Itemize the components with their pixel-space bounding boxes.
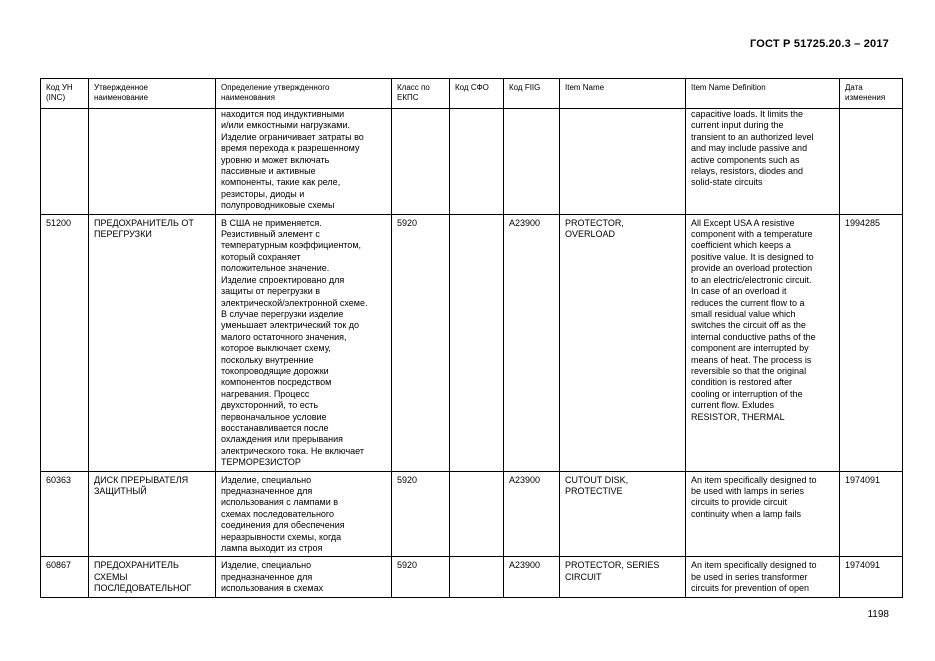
- table-row: [41, 214, 903, 471]
- cell-sfo-code: [450, 557, 504, 597]
- cell-ekps-class: 5920: [392, 557, 450, 597]
- cell-change-date: 1994285: [840, 214, 903, 471]
- cell-approved-definition: Изделие, специально предназначенное для использования с лампами в схемах последовательного соединения для обеспечения неразрывности схемы, когда лампа выходит из строя: [216, 471, 392, 557]
- cell-inc: [41, 109, 89, 215]
- cell-change-date: 1974091: [840, 557, 903, 597]
- cell-approved-name: ПРЕДОХРАНИТЕЛЬ СХЕМЫ ПОСЛЕДОВАТЕЛЬНОГ: [89, 557, 216, 597]
- cell-change-date: [840, 109, 903, 215]
- document-code: ГОСТ Р 51725.20.3 – 2017: [749, 38, 889, 50]
- column-header-change-date: Дата изменения: [840, 79, 903, 109]
- column-header-fiig-code: Код FIIG: [504, 79, 560, 109]
- cell-ekps-class: 5920: [392, 471, 450, 557]
- cell-approved-name: ПРЕДОХРАНИТЕЛЬ ОТ ПЕРЕГРУЗКИ: [89, 214, 216, 471]
- cell-ekps-class: 5920: [392, 214, 450, 471]
- cell-item-name: CUTOUT DISK, PROTECTIVE: [560, 471, 686, 557]
- cell-item-name-definition: capacitive loads. It limits the current input during the transient to an authorized level and may include passive and active components such as relays, resistors, diodes and solid-state circuits: [686, 109, 840, 215]
- column-header-sfo-code: Код СФО: [450, 79, 504, 109]
- cell-approved-definition: В США не применяется. Резистивный элемент с температурным коэффициентом, который сохраняет положительное значение. Изделие спроектировано для защиты от перегрузки в электрической/электронной схеме. В случае перегрузки изделие уменьшает электрический ток до малого остаточного значения, которое выключает схему, поскольку внутренние токопроводящие дорожки компонентов посредством нагревания. Процесс двухсторонний, то есть первоначальное условие восстанавливается после охлаждения или прерывания электрического тока. Не включает ТЕРМОРЕЗИСТОР: [216, 214, 392, 471]
- table-header-row: [41, 79, 903, 109]
- table-row: [41, 471, 903, 557]
- cell-item-name: [560, 109, 686, 215]
- cell-change-date: 1974091: [840, 471, 903, 557]
- column-header-approved-definition: Определение утвержденного наименования: [216, 79, 392, 109]
- cell-item-name-definition: An item specifically designed to be used with lamps in series circuits to provide circuit continuity when a lamp fails: [686, 471, 840, 557]
- cell-item-name-definition: All Except USA A resistive component with a temperature coefficient which keeps a positive value. It is designed to provide an overload protection to an electric/electronic circuit. In case of an overload it reduces the current flow to a small residual value which switches the circuit off as the internal conductive paths of the component are interrupted by means of heat. The process is reversible so that the original condition is restored after cooling or interruption of the current flow. Exludes RESISTOR, THERMAL: [686, 214, 840, 471]
- column-header-item-name: Item Name: [560, 79, 686, 109]
- cell-approved-definition: находится под индуктивными и/или емкостными нагрузками. Изделие ограничивает затраты во время перехода к разрешенному уровню и может включать пассивные и активные компоненты, такие как реле, резисторы, диоды и полупроводниковые схемы: [216, 109, 392, 215]
- cell-fiig-code: [504, 109, 560, 215]
- cell-approved-name: [89, 109, 216, 215]
- page-number: 1198: [867, 609, 889, 620]
- table-row: [41, 109, 903, 215]
- cell-fiig-code: A23900: [504, 471, 560, 557]
- table-row: [41, 557, 903, 597]
- column-header-inc: Код УН (INC): [41, 79, 89, 109]
- cell-item-name: PROTECTOR, SERIES CIRCUIT: [560, 557, 686, 597]
- column-header-ekps-class: Класс по ЕКПС: [392, 79, 450, 109]
- cell-approved-definition: Изделие, специально предназначенное для использования в схемах: [216, 557, 392, 597]
- cell-fiig-code: A23900: [504, 557, 560, 597]
- cell-fiig-code: A23900: [504, 214, 560, 471]
- column-header-item-name-definition: Item Name Definition: [686, 79, 840, 109]
- cell-sfo-code: [450, 109, 504, 215]
- cell-inc: 60363: [41, 471, 89, 557]
- item-name-table: [40, 78, 903, 598]
- cell-ekps-class: [392, 109, 450, 215]
- cell-inc: 60867: [41, 557, 89, 597]
- cell-item-name-definition: An item specifically designed to be used in series transformer circuits for prevention of open: [686, 557, 840, 597]
- cell-sfo-code: [450, 214, 504, 471]
- cell-inc: 51200: [41, 214, 89, 471]
- cell-approved-name: ДИСК ПРЕРЫВАТЕЛЯ ЗАЩИТНЫЙ: [89, 471, 216, 557]
- cell-sfo-code: [450, 471, 504, 557]
- cell-item-name: PROTECTOR, OVERLOAD: [560, 214, 686, 471]
- column-header-approved-name: Утвержденное наименование: [89, 79, 216, 109]
